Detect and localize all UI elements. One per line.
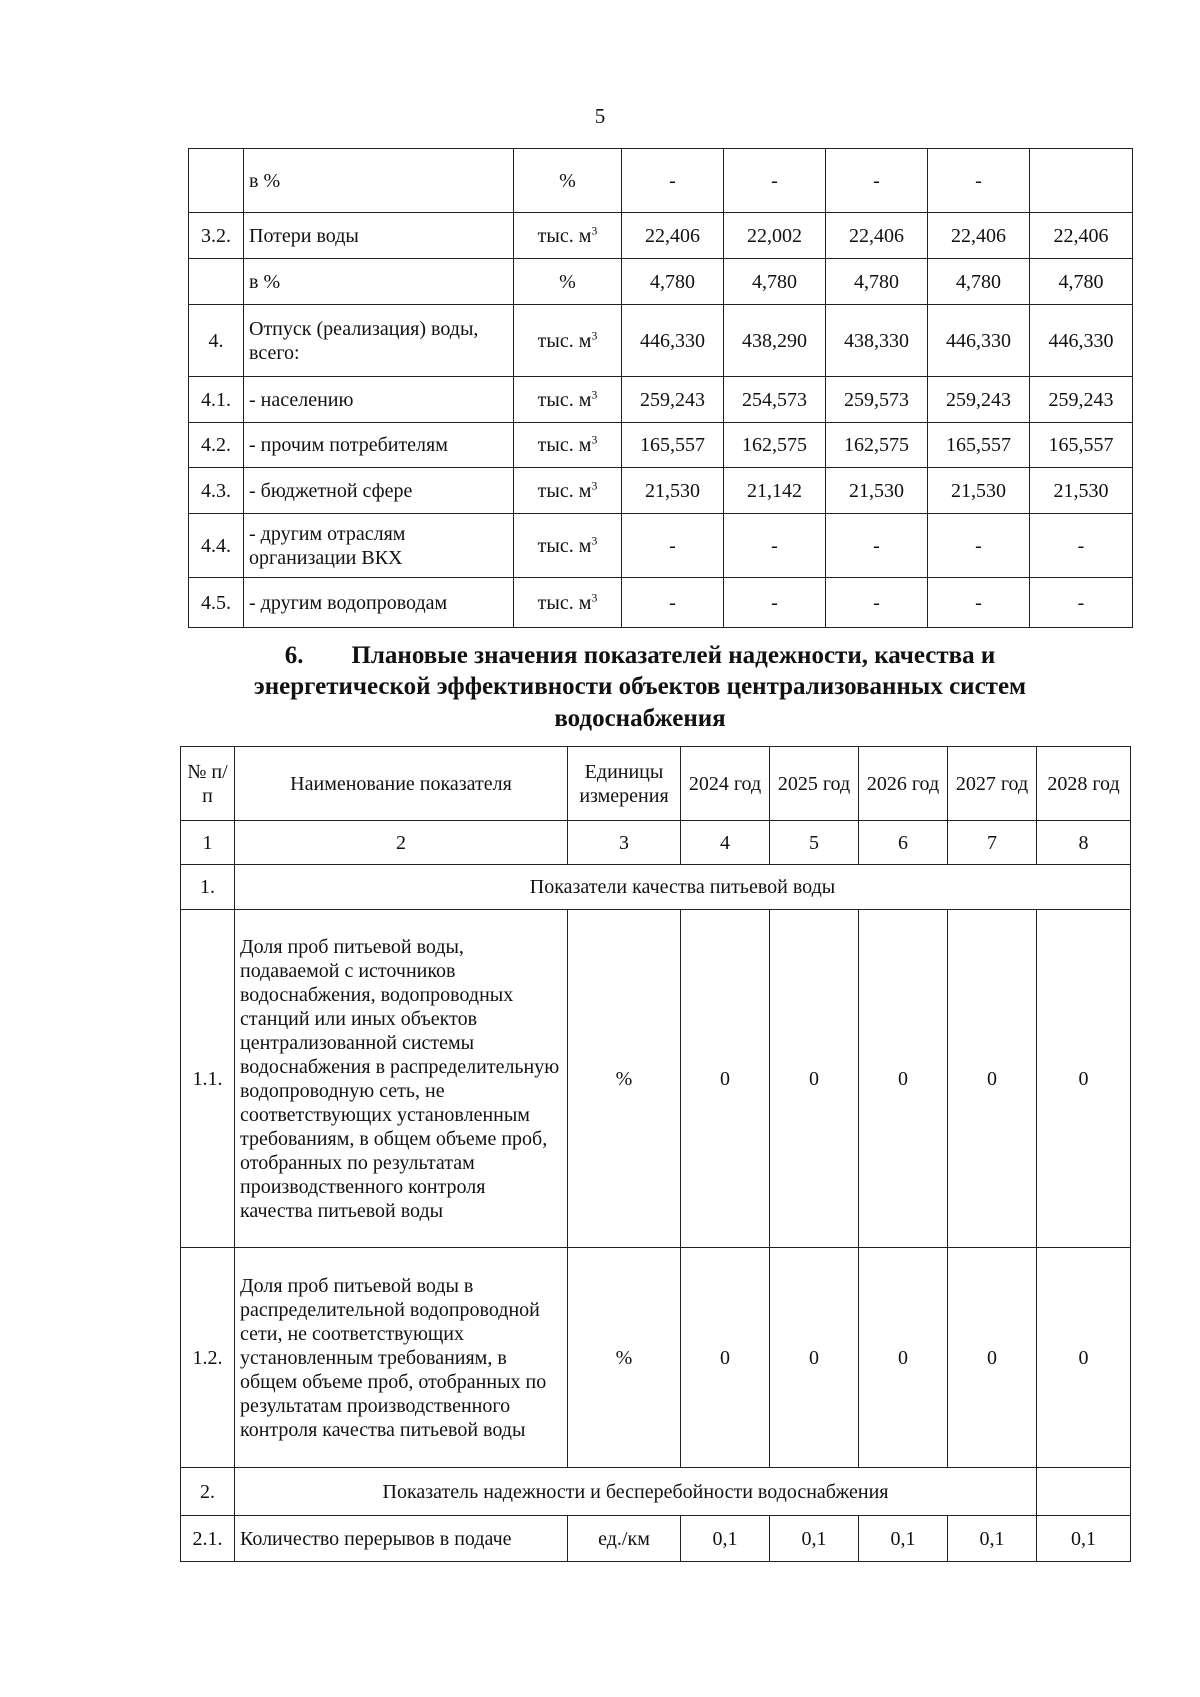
row-value: 0,1 xyxy=(859,1516,948,1562)
header-name: Наименование показателя xyxy=(235,747,568,821)
indicators-table xyxy=(180,746,1131,1562)
row-value: - xyxy=(724,149,826,213)
row-value: 438,290 xyxy=(724,305,826,377)
row-value: - xyxy=(622,149,724,213)
unit-text: % xyxy=(559,270,576,293)
row-value: 0,1 xyxy=(1037,1516,1131,1562)
row-value: 0 xyxy=(1037,1248,1131,1468)
row-num: 1.1. xyxy=(181,910,235,1248)
row-num: 4.4. xyxy=(189,514,244,578)
row-name: Доля проб питьевой воды в распределительной водопроводной сети, не соответствующих установленным требованиям, в общем объеме проб, отобранных по результатам производственного контроля качества питьевой воды xyxy=(235,1248,568,1468)
row-value: - xyxy=(826,578,928,628)
row-value: 4,780 xyxy=(622,259,724,305)
row-value: 0 xyxy=(770,910,859,1248)
row-name: в % xyxy=(244,259,514,305)
col-number: 6 xyxy=(859,821,948,865)
header-unit: Единицы измерения xyxy=(568,747,681,821)
group-num: 1. xyxy=(181,865,235,910)
row-name: - населению xyxy=(244,377,514,423)
unit-text: % xyxy=(559,169,576,192)
row-value: 21,530 xyxy=(622,468,724,514)
unit-superscript: 3 xyxy=(591,386,598,401)
row-value: - xyxy=(724,578,826,628)
row-value: - xyxy=(1030,514,1133,578)
row-value: 446,330 xyxy=(928,305,1030,377)
unit-text: тыс. м xyxy=(537,534,592,557)
row-value: - xyxy=(826,514,928,578)
row-value: 254,573 xyxy=(724,377,826,423)
row-value: 0,1 xyxy=(948,1516,1037,1562)
row-unit: % xyxy=(568,910,681,1248)
row-value: 4,780 xyxy=(1030,259,1133,305)
table-row xyxy=(189,305,1133,377)
unit-text: тыс. м xyxy=(537,434,592,456)
row-value: 446,330 xyxy=(622,305,724,377)
row-value: 0,1 xyxy=(681,1516,770,1562)
header-num: № п/п xyxy=(181,747,235,821)
header-year: 2026 год xyxy=(859,747,948,821)
unit-text: тыс. м xyxy=(537,479,592,502)
row-unit xyxy=(514,578,622,628)
table-row xyxy=(181,1516,1131,1562)
row-name: в % xyxy=(244,149,514,213)
row-value: 21,530 xyxy=(928,468,1030,514)
row-value: - xyxy=(622,578,724,628)
group-title: Показатель надежности и бесперебойности водоснабжения xyxy=(235,1468,1037,1516)
unit-superscript: 3 xyxy=(591,222,598,237)
row-unit xyxy=(514,305,622,377)
group-title: Показатели качества питьевой воды xyxy=(235,865,1131,910)
row-unit: ед./км xyxy=(568,1516,681,1562)
section-title: Плановые значения показателей надежности, качества и энергетической эффективности объектов централизованных систем водоснабжения xyxy=(253,642,1027,732)
row-value: 259,243 xyxy=(928,377,1030,423)
row-value: 0 xyxy=(681,1248,770,1468)
row-value xyxy=(1030,149,1133,213)
unit-text: тыс. м xyxy=(537,388,592,411)
row-unit xyxy=(514,213,622,259)
row-name: - другим водопроводам xyxy=(244,578,514,628)
row-unit xyxy=(514,377,622,423)
col-number: 5 xyxy=(770,821,859,865)
row-value: 22,002 xyxy=(724,213,826,259)
row-value: - xyxy=(928,514,1030,578)
row-num: 4.5. xyxy=(189,578,244,628)
row-value: 22,406 xyxy=(826,213,928,259)
unit-superscript: 3 xyxy=(591,532,598,547)
row-value: 259,243 xyxy=(1030,377,1133,423)
water-balance-table xyxy=(188,148,1133,628)
row-value: 165,557 xyxy=(928,423,1030,468)
row-value: 165,557 xyxy=(1030,423,1133,468)
unit-text: тыс. м xyxy=(537,329,592,352)
table-row xyxy=(189,468,1133,514)
row-unit xyxy=(514,514,622,578)
empty-cell xyxy=(1037,1468,1131,1516)
row-value: - xyxy=(1030,578,1133,628)
row-name: Количество перерывов в подаче xyxy=(235,1516,568,1562)
group-row xyxy=(181,1468,1131,1516)
col-number: 3 xyxy=(568,821,681,865)
unit-superscript: 3 xyxy=(591,477,598,492)
row-value: - xyxy=(826,149,928,213)
row-value: 22,406 xyxy=(1030,213,1133,259)
row-value: 4,780 xyxy=(724,259,826,305)
row-value: 446,330 xyxy=(1030,305,1133,377)
row-unit xyxy=(514,149,622,213)
unit-text: тыс. м xyxy=(537,591,592,614)
row-value: 259,573 xyxy=(826,377,928,423)
row-value: 21,530 xyxy=(1030,468,1133,514)
row-num: 2.1. xyxy=(181,1516,235,1562)
row-value: 0 xyxy=(948,1248,1037,1468)
row-num: 4.3. xyxy=(189,468,244,514)
table-row xyxy=(189,149,1133,213)
row-name: Отпуск (реализация) воды, всего: xyxy=(244,305,514,377)
col-number: 1 xyxy=(181,821,235,865)
row-value: 0 xyxy=(859,910,948,1248)
col-number: 2 xyxy=(235,821,568,865)
row-unit: % xyxy=(568,1248,681,1468)
table-row xyxy=(189,514,1133,578)
row-value: 0 xyxy=(681,910,770,1248)
row-value: 162,575 xyxy=(826,423,928,468)
col-number: 8 xyxy=(1037,821,1131,865)
table-row xyxy=(189,213,1133,259)
row-value: - xyxy=(622,514,724,578)
group-row xyxy=(181,865,1131,910)
row-unit xyxy=(514,259,622,305)
row-num: 4.1. xyxy=(189,377,244,423)
row-value: - xyxy=(928,149,1030,213)
table-row xyxy=(189,259,1133,305)
row-unit xyxy=(514,423,622,468)
header-year: 2028 год xyxy=(1037,747,1131,821)
col-number: 7 xyxy=(948,821,1037,865)
row-num xyxy=(189,259,244,305)
row-value: 0 xyxy=(859,1248,948,1468)
unit-superscript: 3 xyxy=(591,327,598,342)
page-number: 5 xyxy=(594,104,606,128)
row-value: 165,557 xyxy=(622,423,724,468)
row-value: - xyxy=(724,514,826,578)
row-num: 4. xyxy=(189,305,244,377)
row-value: 438,330 xyxy=(826,305,928,377)
row-value: 4,780 xyxy=(826,259,928,305)
header-year: 2027 год xyxy=(948,747,1037,821)
table-row xyxy=(189,377,1133,423)
column-numbers-row xyxy=(181,821,1131,865)
section-heading xyxy=(200,640,1080,734)
table-row xyxy=(189,423,1133,468)
unit-superscript: 3 xyxy=(591,589,598,604)
row-value: 162,575 xyxy=(724,423,826,468)
row-value: 21,142 xyxy=(724,468,826,514)
row-value: 21,530 xyxy=(826,468,928,514)
row-value: 0 xyxy=(948,910,1037,1248)
table-row xyxy=(189,578,1133,628)
table-row xyxy=(181,1248,1131,1468)
row-name: - бюджетной сфере xyxy=(244,468,514,514)
row-name: Доля проб питьевой воды, подаваемой с источников водоснабжения, водопроводных станций или иных объектов централизованной системы водоснабжения в распределительную водопроводную сеть, не соответствующих установленным требованиям, в общем объеме проб, отобранных по результатам производственного контроля качества питьевой воды xyxy=(235,910,568,1248)
header-year: 2025 год xyxy=(770,747,859,821)
header-year: 2024 год xyxy=(681,747,770,821)
row-value: 22,406 xyxy=(928,213,1030,259)
unit-superscript: 3 xyxy=(591,432,598,447)
table-row xyxy=(181,910,1131,1248)
row-name: Потери воды xyxy=(244,213,514,259)
row-unit xyxy=(514,468,622,514)
row-name: - прочим потребителям xyxy=(244,423,514,468)
col-number: 4 xyxy=(681,821,770,865)
row-name: - другим отраслям организации ВКХ xyxy=(244,514,514,578)
row-num xyxy=(189,149,244,213)
row-num: 1.2. xyxy=(181,1248,235,1468)
row-num: 4.2. xyxy=(189,423,244,468)
row-value: 0 xyxy=(770,1248,859,1468)
row-value: 22,406 xyxy=(622,213,724,259)
row-value: 0,1 xyxy=(770,1516,859,1562)
row-num: 3.2. xyxy=(189,213,244,259)
row-value: 0 xyxy=(1037,910,1131,1248)
group-num: 2. xyxy=(181,1468,235,1516)
row-value: 4,780 xyxy=(928,259,1030,305)
row-value: - xyxy=(928,578,1030,628)
unit-text: тыс. м xyxy=(537,224,592,247)
table-header-row xyxy=(181,747,1131,821)
section-number: 6. xyxy=(284,642,304,669)
row-value: 259,243 xyxy=(622,377,724,423)
